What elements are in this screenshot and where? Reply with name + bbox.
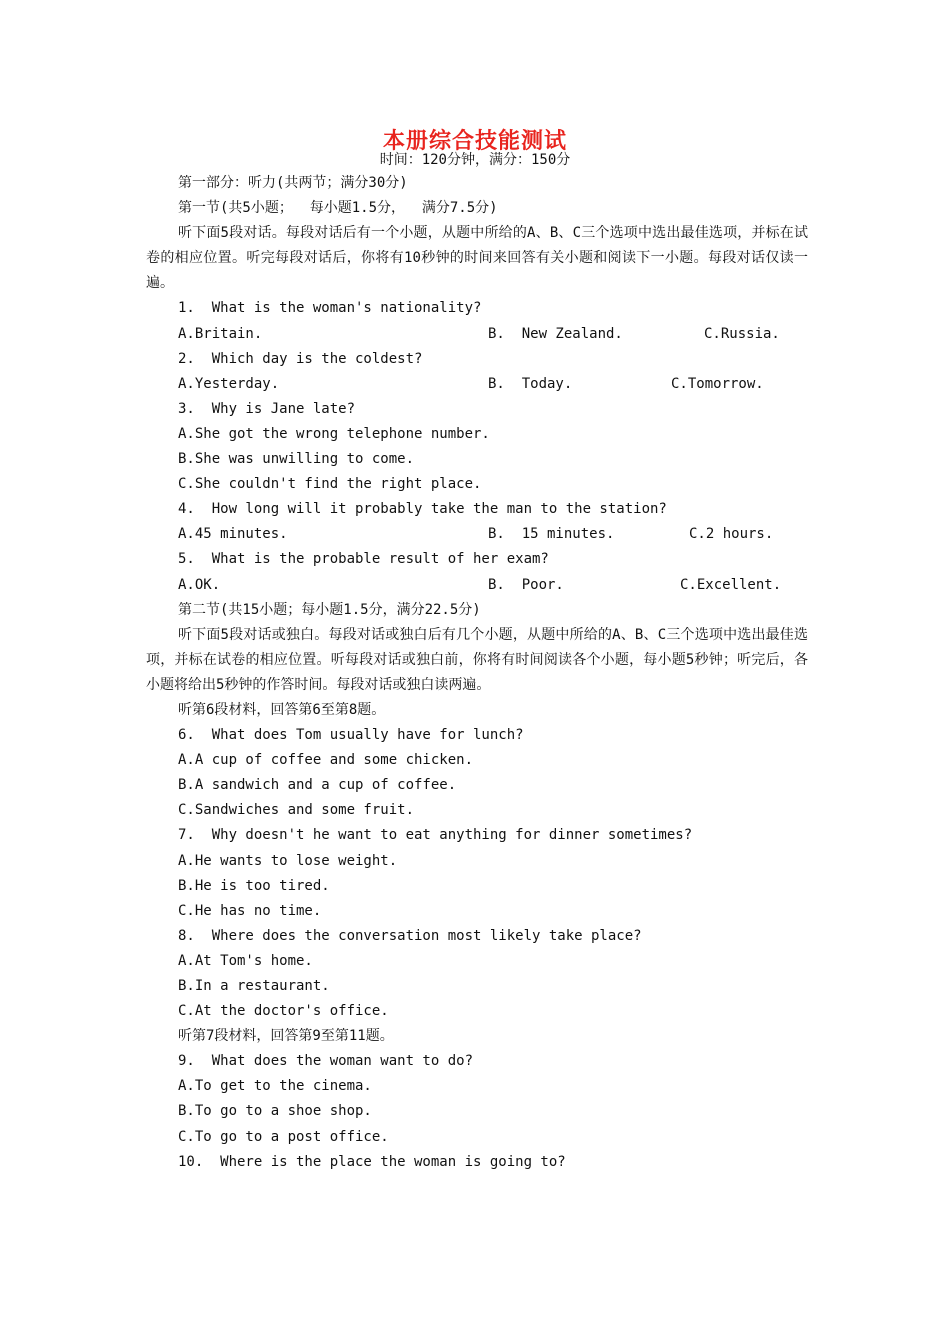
question-4: 4. How long will it probably take the man to the station? [178, 501, 667, 518]
option-c: C.She couldn't find the right place. [178, 476, 482, 493]
question-6: 6. What does Tom usually have for lunch? [178, 727, 524, 744]
part1-heading: 第一部分：听力(共两节；满分30分) [178, 175, 408, 191]
question-2: 2. Which day is the coldest? [178, 350, 423, 367]
question-1: 1. What is the woman's nationality? [178, 300, 482, 317]
question-5: 5. What is the probable result of her exam? [178, 551, 549, 568]
option-a: A.Yesterday. [178, 375, 280, 392]
question-9: 9. What does the woman want to do? [178, 1053, 474, 1070]
document-body [146, 171, 808, 1175]
page-title: 本册综合技能测试 [382, 129, 567, 154]
question-10: 10. Where is the place the woman is going to? [178, 1153, 566, 1170]
option-b: B.A sandwich and a cup of coffee. [178, 777, 457, 794]
option-c: C.At the doctor's office. [178, 1003, 389, 1020]
option-b: B. New Zealand. [488, 325, 623, 342]
question-8: 8. Where does the conversation most likely take place? [178, 927, 642, 944]
option-a: A.45 minutes. [178, 526, 288, 543]
option-c: C.Sandwiches and some fruit. [178, 802, 415, 819]
option-a: A.To get to the cinema. [178, 1078, 372, 1095]
question-5-options [146, 573, 808, 598]
option-b: B.He is too tired. [178, 877, 330, 894]
question-2-options [146, 372, 808, 397]
material-7-note: 听第7段材料，回答第9至第11题。 [178, 1028, 394, 1045]
option-b: B.She was unwilling to come. [178, 451, 415, 468]
option-a: A.Britain. [178, 325, 263, 342]
option-c: C.He has no time. [178, 902, 322, 919]
option-b: B. 15 minutes. [488, 526, 615, 543]
option-c: C.To go to a post office. [178, 1128, 389, 1145]
option-b: B. Today. [488, 375, 573, 392]
section2-instructions: 听下面5段对话或独白。每段对话或独白后有几个小题，从题中所给的A、B、C三个选项中选出最佳选项，并标在试卷的相应位置。听每段对话或独白前，你将有时间阅读各个小题，每小题5秒钟；听完后，各小题将给出5秒钟的作答时间。每段对话或独白读两遍。 [146, 626, 808, 693]
option-b: B. Poor. [488, 576, 564, 593]
section1-instructions: 听下面5段对话。每段对话后有一个小题，从题中所给的A、B、C三个选项中选出最佳选项，并标在试卷的相应位置。听完每段对话后，你将有10秒钟的时间来回答有关小题和阅读下一小题。每段对话仅读一遍。 [146, 225, 808, 292]
question-4-options [146, 522, 808, 547]
option-a: A.He wants to lose weight. [178, 852, 398, 869]
option-c: C.2 hours. [689, 526, 774, 543]
question-7: 7. Why doesn't he want to eat anything for dinner sometimes? [178, 827, 693, 844]
option-b: B.In a restaurant. [178, 978, 330, 994]
section2-heading: 第二节(共15小题；每小题1.5分，满分22.5分) [178, 601, 481, 618]
question-3: 3. Why is Jane late? [178, 400, 356, 417]
option-a: A.At Tom's home. [178, 952, 313, 969]
option-c: C.Excellent. [680, 576, 782, 593]
option-b: B.To go to a shoe shop. [178, 1103, 372, 1120]
exam-time-score: 时间：120分钟，满分：150分 [379, 152, 571, 168]
section1-heading: 第一节(共5小题； 每小题1.5分， 满分7.5分) [178, 200, 498, 217]
option-a: A.OK. [178, 576, 221, 593]
question-1-options [146, 322, 808, 347]
option-a: A.She got the wrong telephone number. [178, 425, 490, 442]
option-c: C.Russia. [704, 325, 780, 342]
option-a: A.A cup of coffee and some chicken. [178, 752, 474, 769]
material-6-note: 听第6段材料，回答第6至第8题。 [178, 701, 386, 718]
option-c: C.Tomorrow. [671, 375, 764, 392]
